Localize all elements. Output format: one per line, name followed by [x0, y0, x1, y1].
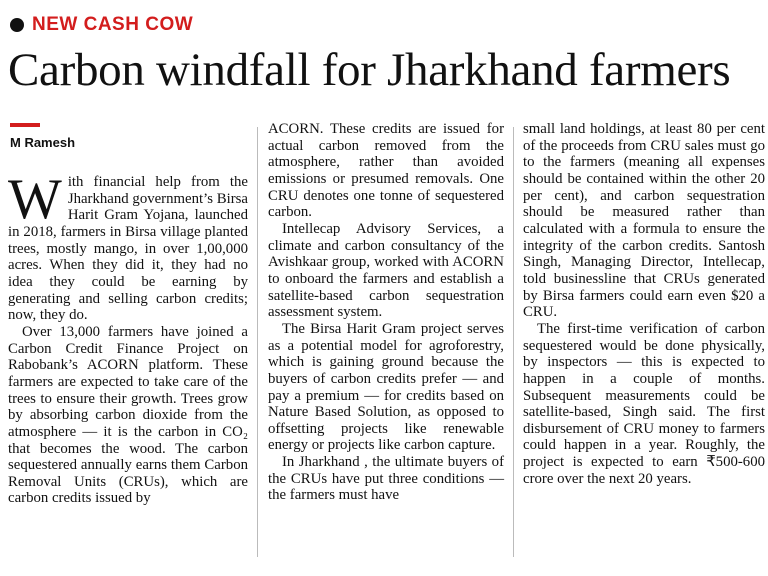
lead-paragraph — [8, 168, 248, 324]
paragraph: The first-time verification of carbon sequestered would be done physically, by inspectors — this is expected to happen in a couple of months. Subsequent measurements could be satellite-based, Singh said. The first disbursement of CRU money to farmers could happen in a year. Roughly, the project is expected to earn ₹500-600 crore over the next 20 years. — [523, 320, 765, 487]
paragraph: Over 13,000 farmers have joined a Carbon Credit Finance Project on Rabobank’s ACORN platform. These farmers are expected to take care of the trees to ensure their growth. Trees grow by absorbing carbon dioxide from the atmosphere — it is the carbon in CO₂ that becomes the wood. The carbon sequestered annually earns them Carbon Removal Units (CRUs), which are carbon credits issued by — [8, 323, 248, 507]
drop-cap: W — [8, 168, 62, 231]
paragraph: Intellecap Advisory Services, a climate and carbon consultancy of the Avishkaar group, worked with ACORN to onboard the farmers and establish a satellite-based carbon sequestration assessment system. — [268, 220, 504, 321]
article-column-2 — [268, 121, 504, 504]
column-divider — [257, 127, 258, 557]
article-column-3 — [523, 121, 765, 487]
article-column-1 — [8, 168, 248, 507]
column-divider — [513, 127, 514, 557]
paragraph: ACORN. These credits are issued for actual carbon removed from the atmosphere, rather than avoided emissions or presumed removals. One CRU denotes one tonne of sequestered carbon. — [268, 121, 504, 221]
paragraph: small land holdings, at least 80 per cent of the proceeds from CRU sales must go to the farmers (meaning all expenses should be contained within the other 20 per cent), and carbon sequestration should be measured rather than calculated with a formula to ensure the integrity of the carbon credits. Santosh Singh, Managing Director, Intellecap, told businessline that CRUs generated by Birsa farmers could earn even $20 a CRU. — [523, 121, 765, 321]
byline: M Ramesh — [10, 135, 76, 150]
bullet-dot-icon — [10, 18, 24, 32]
paragraph: In Jharkhand , the ultimate buyers of the CRUs have put three conditions — the farmers must have — [268, 454, 504, 504]
kicker-label: NEW CASH COW — [32, 14, 194, 35]
paragraph: The Birsa Harit Gram project serves as a potential model for agroforestry, which is gaining ground because the buyers of carbon credits prefer — and pay a premium — for credits based on Nature Based Solution, as opposed to offsetting projects like renewable energy or projects like carbon capture. — [268, 320, 504, 454]
article-headline: Carbon windfall for Jharkhand farmers — [8, 44, 731, 96]
byline-rule — [10, 123, 40, 127]
section-kicker — [10, 14, 193, 36]
lead-text: ith financial help from the Jharkhand government’s Birsa Harit Gram Yojana, launched in 2018, farmers in Birsa village planted trees, mostly mango, in over 1,00,000 acres. When they did it, they had no idea they could be earning by generating and selling carbon credits; now, they do. — [8, 174, 248, 324]
